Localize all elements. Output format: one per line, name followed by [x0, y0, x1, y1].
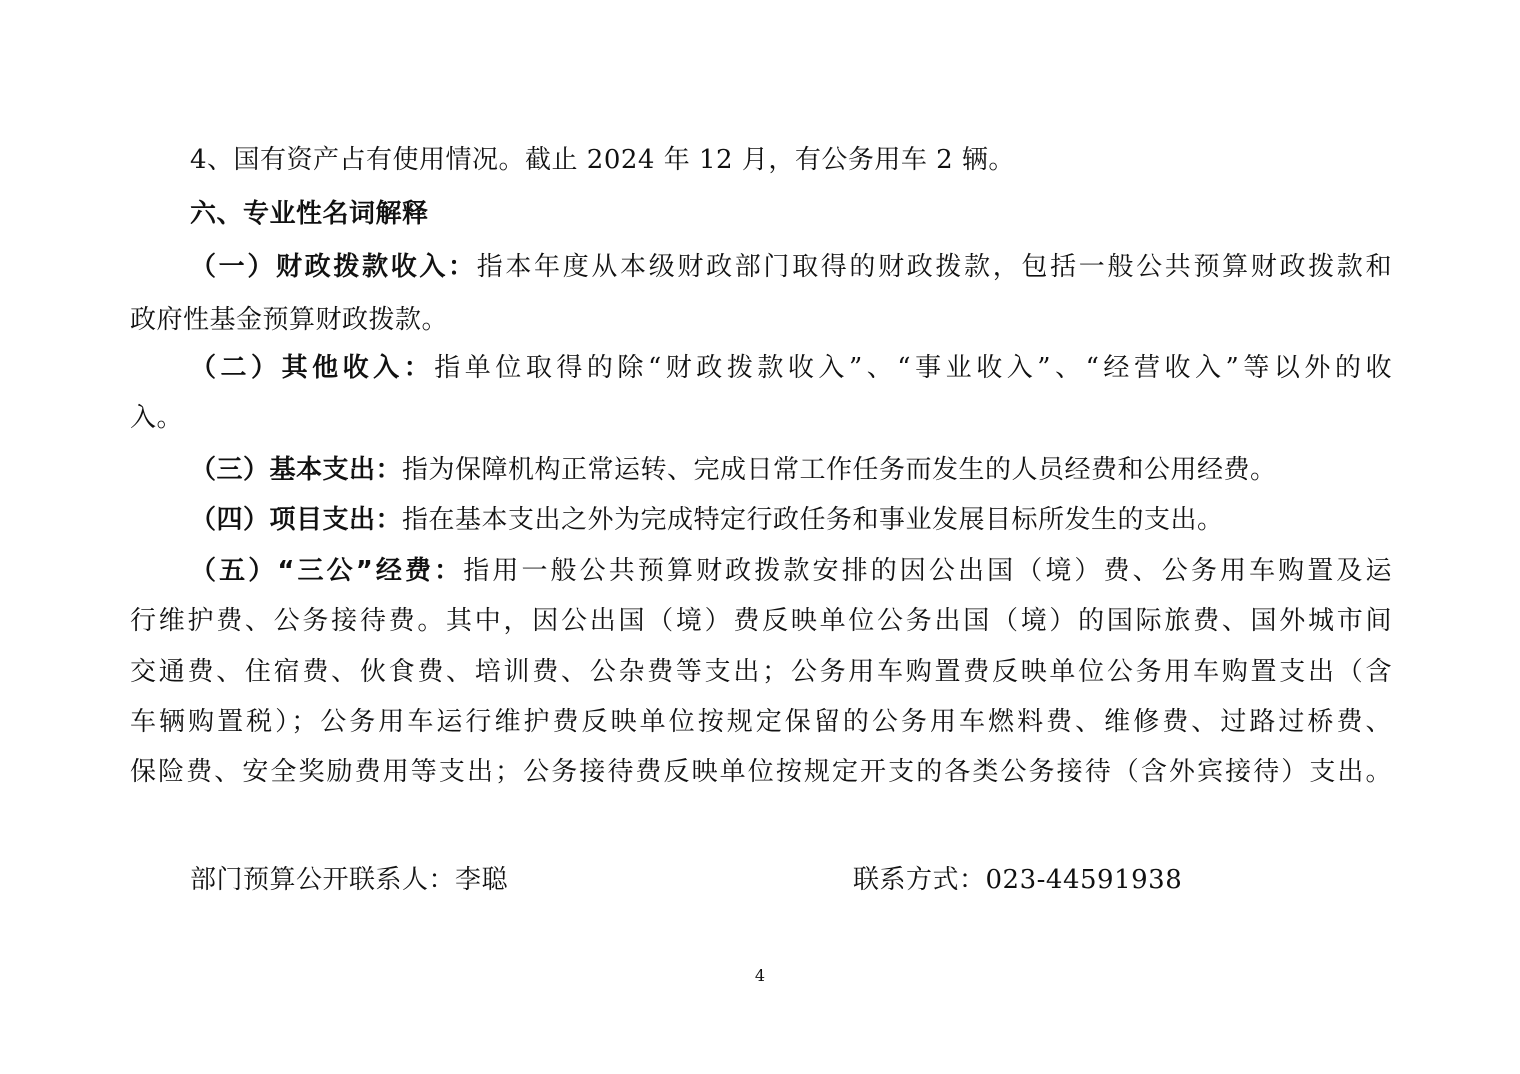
item2-line1 [190, 342, 1392, 394]
item2-term: （二）其他收入： [190, 353, 435, 383]
page-number: 4 [754, 966, 766, 985]
item3-line1 [190, 444, 1392, 496]
item2-definition-start: 指单位取得的除“财政拨款收入”、“事业收入”、“经营收入”等以外的收 [434, 353, 1392, 383]
item2-line2: 入。 [130, 403, 184, 433]
item3-term: （三）基本支出： [190, 455, 403, 485]
item1-line1 [190, 241, 1392, 293]
assets-text: 4、国有资产占有使用情况。截止 2024 年 12 月，有公务用车 2 辆。 [190, 145, 1015, 175]
item1-definition-start: 指本年度从本级财政部门取得的财政拨款，包括一般公共预算财政拨款和 [476, 252, 1392, 282]
item3-definition: 指为保障机构正常运转、完成日常工作任务而发生的人员经费和公用经费。 [402, 455, 1277, 485]
item5-term: （五）“三公”经费： [190, 556, 464, 586]
contact-person: 部门预算公开联系人：李聪 [190, 865, 509, 895]
section-heading: 六、专业性名词解释 [190, 199, 429, 229]
item1-term: （一）财政拨款收入： [190, 252, 477, 282]
item5-definition-start: 指用一般公共预算财政拨款安排的因公出国（境）费、公务用车购置及运 [463, 556, 1392, 586]
item5-line2: 行维护费、公务接待费。其中，因公出国（境）费反映单位公务出国（境）的国际旅费、国外城市间 [130, 606, 1392, 636]
item5-line4: 车辆购置税）；公务用车运行维护费反映单位按规定保留的公务用车燃料费、维修费、过路过桥费、 [130, 707, 1392, 737]
item4-term: （四）项目支出： [190, 505, 403, 535]
item1-line2: 政府性基金预算财政拨款。 [130, 305, 449, 335]
item5-line3: 交通费、住宿费、伙食费、培训费、公杂费等支出；公务用车购置费反映单位公务用车购置支出（含 [130, 657, 1392, 687]
item4-definition: 指在基本支出之外为完成特定行政任务和事业发展目标所发生的支出。 [402, 505, 1224, 535]
item5-line5: 保险费、安全奖励费用等支出；公务接待费反映单位按规定开支的各类公务接待（含外宾接待）支出。 [130, 757, 1392, 787]
item4-line1 [190, 494, 1392, 546]
assets-paragraph [190, 134, 1392, 186]
contact-phone: 联系方式：023-44591938 [853, 865, 1183, 895]
item5-line1 [190, 545, 1392, 597]
